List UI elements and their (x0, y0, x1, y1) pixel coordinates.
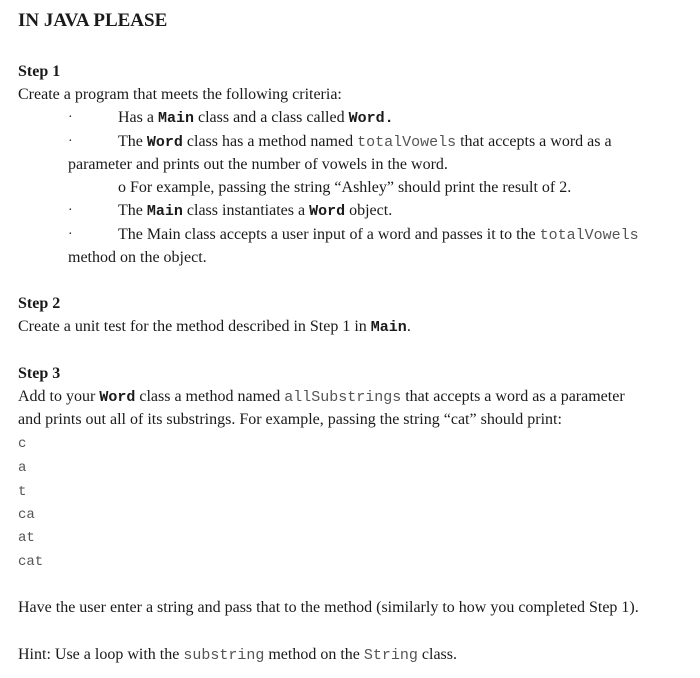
code-word: Word (309, 203, 346, 220)
code-main: Main (370, 319, 407, 336)
code-totalvowels: totalVowels (357, 134, 457, 151)
bullet-dot: · (68, 203, 73, 218)
text: class instantiates a (182, 202, 310, 219)
step1-bullet-4 (118, 224, 639, 247)
code-totalvowels: totalVowels (539, 227, 639, 244)
text: class. (417, 646, 457, 663)
step1-bullet-1 (118, 107, 394, 130)
text: Hint: Use a loop with the (18, 646, 184, 663)
step3-user-instruction: Have the user enter a string and pass that to the method (similarly to how you completed Step 1). (18, 599, 639, 616)
step2-heading: Step 2 (18, 295, 61, 312)
code-word: Word (146, 134, 183, 151)
output-line: c (18, 436, 27, 452)
code-main: Main (146, 203, 183, 220)
step3-hint (18, 644, 457, 667)
text: The (118, 202, 147, 219)
output-line: t (18, 484, 27, 500)
step2-text (18, 316, 411, 339)
text: class has a method named (182, 133, 358, 150)
bullet-dot: · (68, 110, 73, 125)
step3-line-1 (18, 386, 625, 409)
text: class a method named (135, 388, 285, 405)
text: The (118, 133, 147, 150)
step1-bullet-2 (118, 131, 612, 154)
bullet-dot: · (68, 227, 73, 242)
step1-bullet-2-cont: parameter and prints out the number of vowels in the word. (68, 156, 448, 173)
code-word: Word. (348, 110, 394, 127)
step1-intro: Create a program that meets the following criteria: (18, 86, 342, 103)
output-line: cat (18, 554, 44, 570)
page-title: IN JAVA PLEASE (18, 10, 168, 31)
code-word: Word (99, 389, 136, 406)
text: method on the (264, 646, 364, 663)
bullet-dot: · (68, 134, 73, 149)
code-main: Main (157, 110, 194, 127)
text: class and a class called (194, 109, 349, 126)
output-line: a (18, 460, 27, 476)
code-allsubstrings: allSubstrings (284, 389, 402, 406)
text: Create a unit test for the method described in Step 1 in (18, 318, 371, 335)
text: . (406, 318, 411, 335)
text: object. (345, 202, 393, 219)
step3-heading: Step 3 (18, 365, 61, 382)
text: For example, passing the string “Ashley” should print the result of 2. (126, 179, 572, 196)
step1-bullet-4-cont: method on the object. (68, 249, 207, 266)
step3-line-2: and prints out all of its substrings. For example, passing the string “cat” should print: (18, 411, 562, 428)
output-line: at (18, 530, 35, 546)
text: The Main class accepts a user input of a word and passes it to the (118, 226, 540, 243)
output-line: ca (18, 507, 35, 523)
sub-marker: o (118, 179, 126, 196)
text: that accepts a word as a (456, 133, 612, 150)
text: Add to your (18, 388, 100, 405)
step1-bullet-3 (118, 200, 392, 223)
text: Has a (118, 109, 158, 126)
step1-subbullet (118, 177, 571, 199)
code-string: String (363, 647, 418, 664)
step1-heading: Step 1 (18, 63, 61, 80)
text: that accepts a word as a parameter (401, 388, 625, 405)
code-substring: substring (183, 647, 265, 664)
